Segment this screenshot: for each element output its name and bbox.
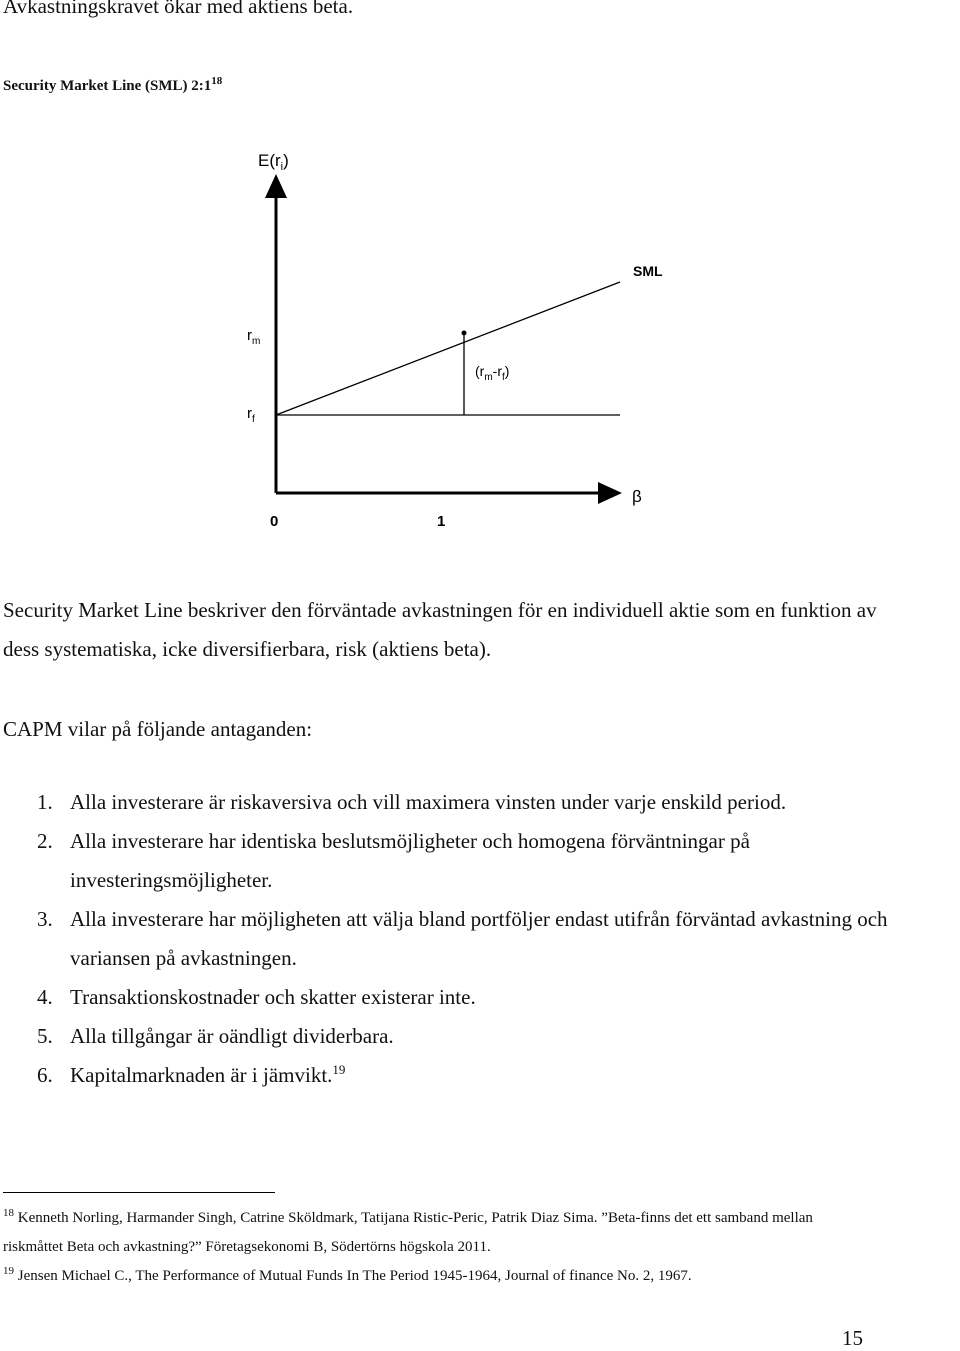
footnotes [3,1204,813,1291]
intro-sentence: Avkastningskravet ökar med aktiens beta. [3,0,354,18]
list-item-number: 5. [37,1024,53,1048]
footnote-ref-19: 19 [332,1062,346,1077]
list-item-text: Transaktionskostnader och skatter existerar inte. [70,985,476,1009]
list-item-text: variansen på avkastningen. [70,946,297,970]
x-tick-1: 1 [437,513,446,530]
page-number: 15 [842,1326,863,1350]
footnote-text: Kenneth Norling, Harmander Singh, Catrine Sköldmark, Tatijana Ristic-Peric, Patrik Diaz Sima. ”Beta-finns det ett samband mellan [14,1210,813,1226]
capm-assumptions-intro: CAPM vilar på följande antaganden: [3,717,313,741]
list-item-text [70,1056,888,1095]
list-item [0,822,888,900]
list-item [0,783,888,822]
list-item [0,900,888,978]
x-axis-arrow [598,482,622,504]
footnote-18-continued: riskmåttet Beta och avkastning?” Företagsekonomi B, Södertörns högskola 2011. [3,1239,491,1255]
footnote-text: Jensen Michael C., The Performance of Mutual Funds In The Period 1945-1964, Journal of finance No. 2, 1967. [14,1268,692,1284]
list-item-number: 4. [37,985,53,1009]
y-axis-label: $E(r_i)$ [258,151,289,173]
list-item-number: 1. [37,790,53,814]
footnote-separator [3,1192,275,1193]
sml-description [3,591,877,669]
list-item [0,1056,888,1095]
y-axis-arrow [265,174,287,198]
rm-label: $r_m$ [247,327,261,347]
list-item [0,978,888,1017]
list-item-text: Alla investerare är riskaversiva och vill maximera vinsten under varje enskild period. [70,790,787,814]
footnote-number: 18 [3,1207,14,1219]
list-item-text: Alla investerare har identiska beslutsmöjligheter och homogena förväntningar på [70,829,750,853]
sml-description-line-2: dess systematiska, icke diversifierbara, risk (aktiens beta). [3,637,492,661]
footnote-ref-18: 18 [211,75,223,87]
footnote-19 [3,1262,813,1291]
rf-label: $r_f$ [247,405,255,425]
assumption-list [0,783,888,1095]
figure-caption-text: Security Market Line (SML) 2:1 [3,78,212,94]
list-item-text: Alla investerare har möjligheten att välja bland portföljer endast utifrån förväntad avkastning och [70,907,888,931]
footnote-number: 19 [3,1265,14,1277]
x-tick-0: 0 [270,513,279,530]
list-item-text-body: Kapitalmarknaden är i jämvikt. [70,1063,333,1087]
list-item [0,1017,888,1056]
premium-label: $(r_m-r_f)$ [475,363,510,383]
figure-caption [3,75,223,95]
footnote-18 [3,1204,813,1233]
sml-diagram [230,140,690,540]
list-item-number: 2. [37,829,53,853]
x-axis-label: β [632,487,642,506]
sml-label: SML [633,263,663,279]
sml-description-line-1: Security Market Line beskriver den förväntade avkastningen för en individuell aktie som en funktion av [3,598,877,622]
list-item-number: 6. [37,1063,53,1087]
sml-line [276,282,620,415]
list-item-number: 3. [37,907,53,931]
list-item-text: Alla tillgångar är oändligt dividerbara. [70,1024,394,1048]
list-item-text: investeringsmöjligheter. [70,868,273,892]
